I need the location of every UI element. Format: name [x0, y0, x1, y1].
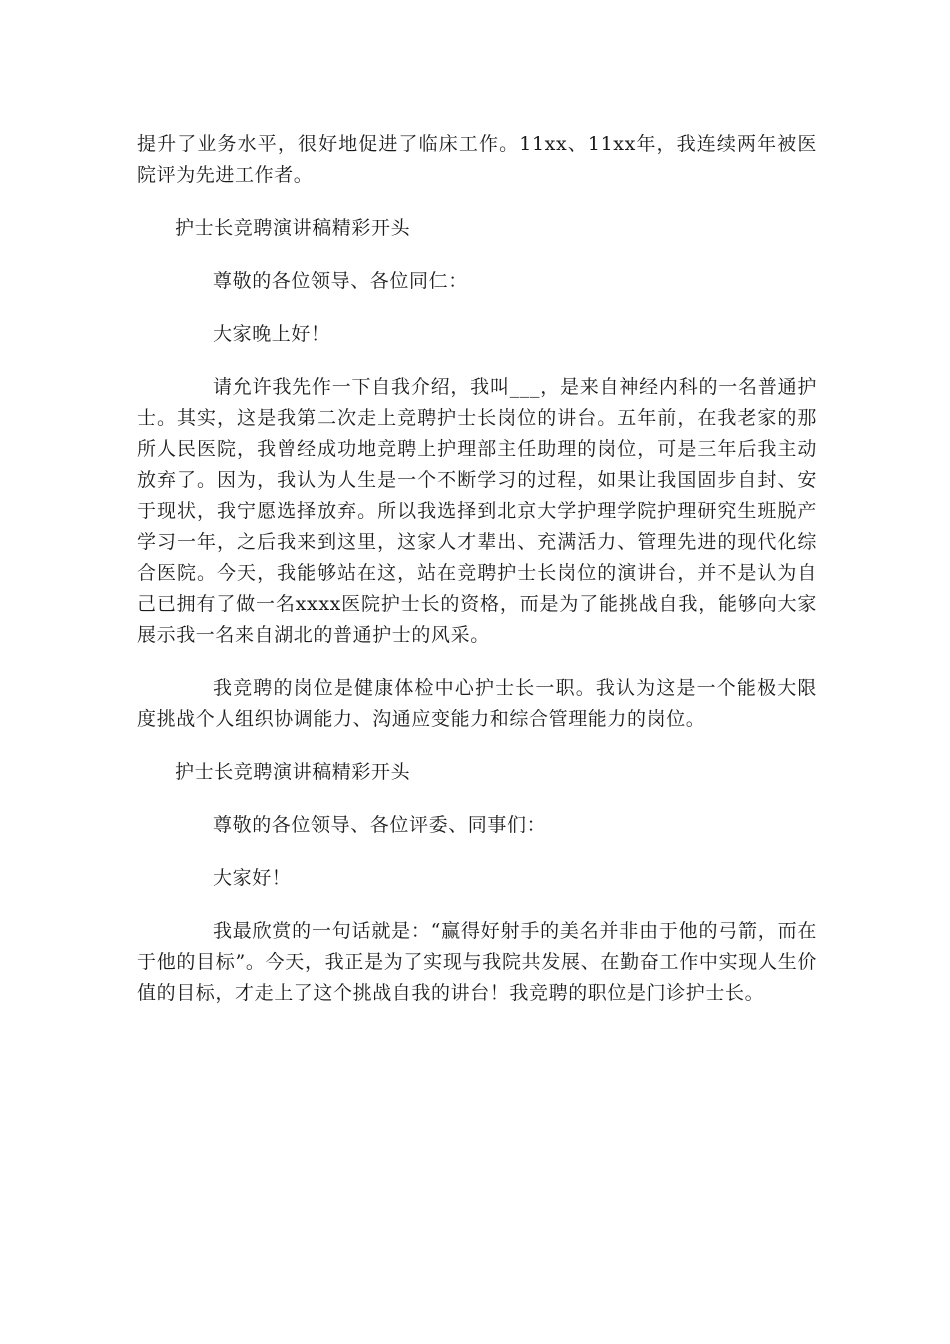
body-paragraph: 我最欣赏的一句话就是：“赢得好射手的美名并非由于他的弓箭，而在于他的目标”。今天，我正是为了实现与我院共发展、在勤奋工作中实现人生价值的目标，才走上了这个挑战自我的讲台！我竞聘的职位是门诊护士长。 [137, 920, 817, 1004]
section-heading: 护士长竞聘演讲稿精彩开头 [175, 761, 411, 783]
greeting: 大家晚上好！ [213, 323, 331, 345]
document-page [137, 129, 817, 1009]
salutation: 尊敬的各位领导、各位同仁： [213, 270, 468, 292]
greeting: 大家好！ [213, 867, 292, 889]
paragraph-continuation: 提升了业务水平，很好地促进了临床工作。11xx、11xx年，我连续两年被医院评为先进工作者。 [137, 133, 817, 186]
salutation: 尊敬的各位领导、各位评委、同事们： [213, 814, 547, 836]
section-heading: 护士长竞聘演讲稿精彩开头 [175, 217, 411, 239]
body-paragraph: 请允许我先作一下自我介绍，我叫___，是来自神经内科的一名普通护士。其实，这是我第二次走上竞聘护士长岗位的讲台。五年前，在我老家的那所人民医院，我曾经成功地竞聘上护理部主任助理的岗位，可是三年后我主动放弃了。因为，我认为人生是一个不断学习的过程，如果让我国固步自封、安于现状，我宁愿选择放弃。所以我选择到北京大学护理学院护理研究生班脱产学习一年，之后我来到这里，这家人才辈出、充满活力、管理先进的现代化综合医院。今天，我能够站在这，站在竞聘护士长岗位的演讲台，并不是认为自己已拥有了做一名xxxx医院护士长的资格，而是为了能挑战自我，能够向大家展示我一名来自湖北的普通护士的风采。 [137, 376, 817, 646]
body-paragraph: 我竞聘的岗位是健康体检中心护士长一职。我认为这是一个能极大限度挑战个人组织协调能力、沟通应变能力和综合管理能力的岗位。 [137, 677, 817, 730]
